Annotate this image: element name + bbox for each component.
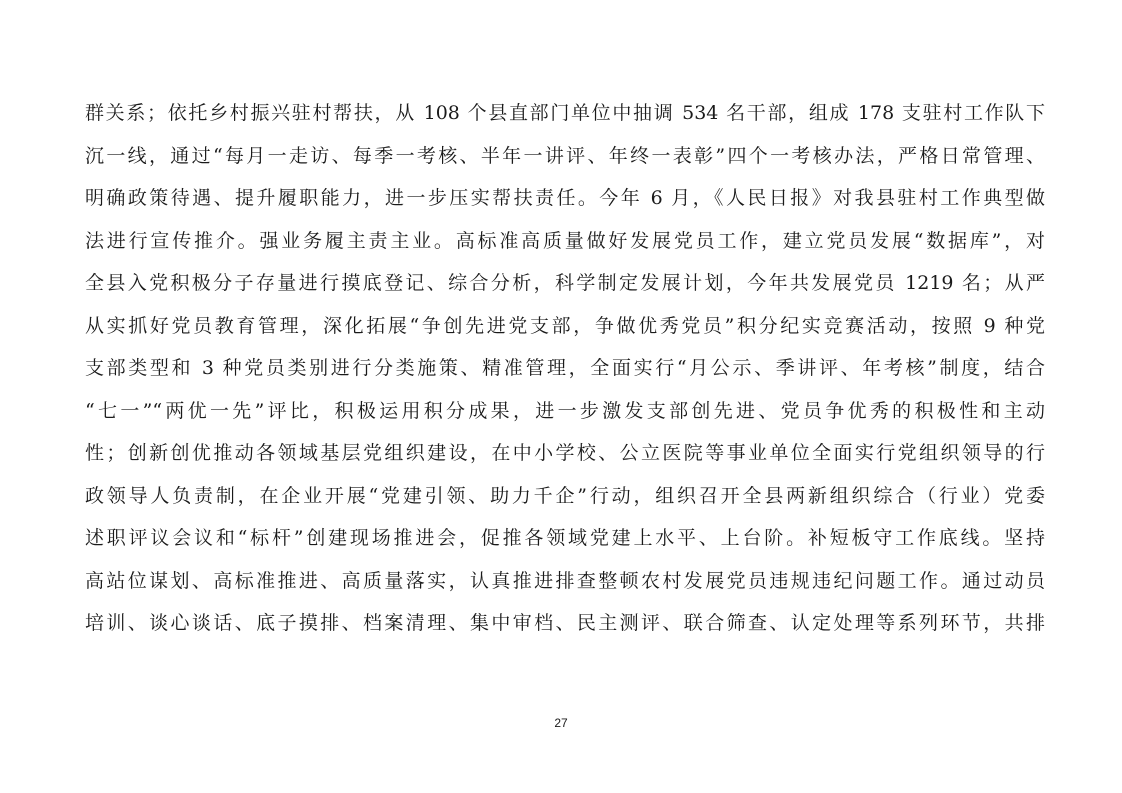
- text-line: 政领导人负责制，在企业开展“党建引领、助力千企”行动，组织召开全县两新组织综合（行业）党委: [85, 484, 1045, 507]
- text-line: 高站位谋划、高标准推进、高质量落实，认真推进排查整顿农村发展党员违规违纪问题工作。通过动员: [85, 569, 1045, 592]
- page-number: 27: [554, 716, 568, 730]
- text-line: 全县入党积极分子存量进行摸底登记、综合分析，科学制定发展计划，今年共发展党员 1219 名；从严: [85, 272, 1045, 294]
- body-paragraph: [85, 92, 1045, 645]
- text-line: 从实抓好党员教育管理，深化拓展“争创先进党支部，争做优秀党员”积分纪实竞赛活动，按照 9 种党: [85, 314, 1045, 337]
- text-line: 法进行宣传推介。强业务履主责主业。高标准高质量做好发展党员工作，建立党员发展“数据库”，对: [85, 229, 1045, 252]
- text-line: 培训、谈心谈话、底子摸排、档案清理、集中审档、民主测评、联合筛查、认定处理等系列环节，共排: [85, 612, 1045, 634]
- text-line: “七一”“两优一先”评比，积极运用积分成果，进一步激发支部创先进、党员争优秀的积极性和主动: [85, 399, 1045, 422]
- text-line: 明确政策待遇、提升履职能力，进一步压实帮扶责任。今年 6 月，《人民日报》对我县驻村工作典型做: [85, 187, 1045, 209]
- text-line: 支部类型和 3 种党员类别进行分类施策、精准管理，全面实行“月公示、季讲评、年考核”制度，结合: [85, 357, 1045, 379]
- text-line: 性；创新创优推动各领域基层党组织建设，在中小学校、公立医院等事业单位全面实行党组织领导的行: [85, 442, 1045, 464]
- text-line: 群关系；依托乡村振兴驻村帮扶，从 108 个县直部门单位中抽调 534 名干部，组成 178 支驻村工作队下: [85, 102, 1045, 124]
- text-line: 述职评议会议和“标杆”创建现场推进会，促推各领域党建上水平、上台阶。补短板守工作底线。坚持: [85, 527, 1045, 549]
- text-line: 沉一线，通过“每月一走访、每季一考核、半年一讲评、年终一表彰”四个一考核办法，严格日常管理、: [85, 144, 1045, 167]
